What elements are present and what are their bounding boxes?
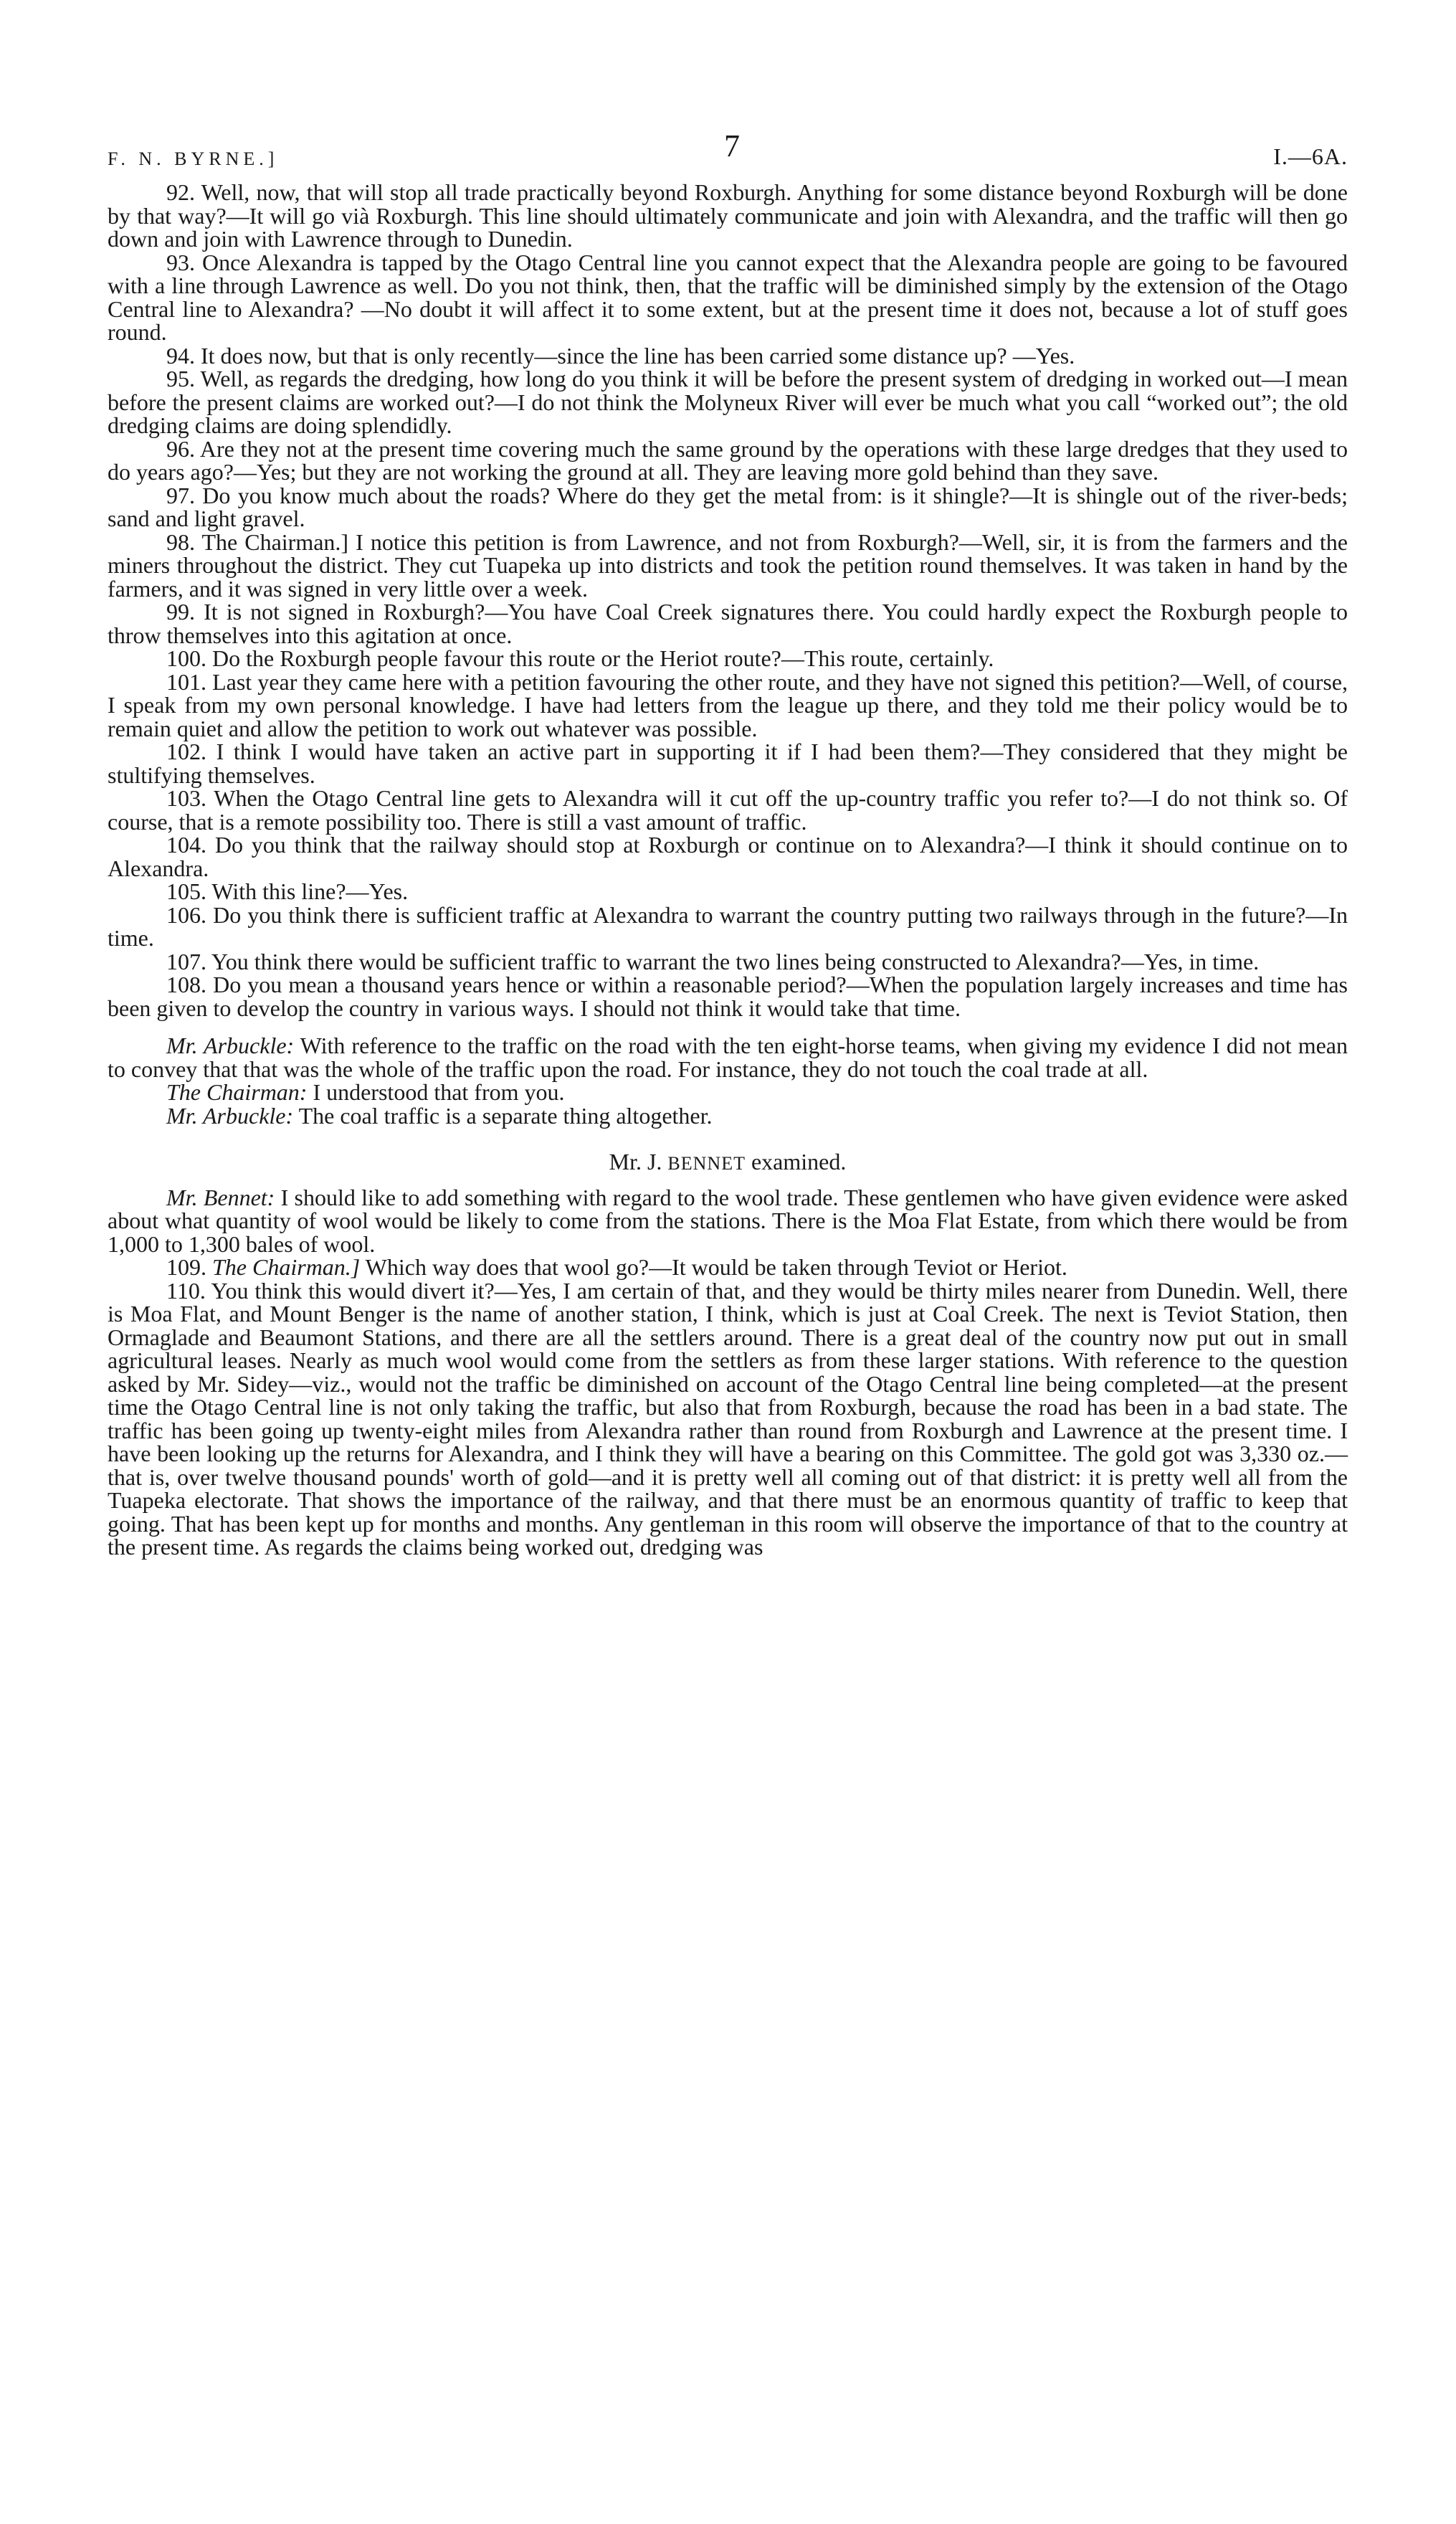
speaker-label: The Chairman.] (212, 1254, 361, 1280)
speaker-label: Mr. Arbuckle: (166, 1102, 294, 1129)
question-107: 107. You think there would be sufficient traffic to warrant the two lines being constructed to Alexandra?—Yes, in time. (166, 948, 1260, 974)
statement-text: With reference to the traffic on the road with the ten eight-horse teams, when giving my evidence I did not mean to convey that that was the whole of the traffic upon the road. For instance, they do not touch the coal trade at all. (108, 1033, 1348, 1082)
statement-chairman (108, 1081, 1348, 1104)
statement-arbuckle-2 (108, 1104, 1348, 1128)
question-104: 104. Do you think that the railway should stop at Roxburgh or continue on to Alexandra?—I think it should continue on to Alexandra. (108, 832, 1348, 881)
question-103: 103. When the Otago Central line gets to Alexandra will it cut off the up-country traffic you refer to?—I do not think so. Of course, that is a remote possibility too. There is still a vast amount of traffic. (108, 785, 1348, 835)
question-97: 97. Do you know much about the roads? Where do they get the metal from: is it shingle?—It is shingle out of the river-beds; sand and light gravel. (108, 482, 1348, 531)
question-101: 101. Last year they came here with a petition favouring the other route, and they have not signed this petition?—Well, of course, I speak from my own personal knowledge. I have had letters from the league up there, and they told me their policy would be to remain quiet and allow the petition to work out whatever was possible. (108, 668, 1348, 741)
question-text: Which way does that wool go?—It would be taken through Teviot or Heriot. (360, 1254, 1067, 1280)
question-92: 92. Well, now, that will stop all trade practically beyond Roxburgh. Anything for some distance beyond Roxburgh will be done by that way?—It will go vià Roxburgh. This line should ultimately communicate and join with Alexandra, and the traffic will then go down and join with Lawrence through to Dunedin. (108, 179, 1348, 252)
question-number: 109. (166, 1254, 212, 1280)
question-106: 106. Do you think there is sufficient traffic at Alexandra to warrant the country putting two railways through in the future?—In time. (108, 901, 1348, 951)
speaker-label: The Chairman: (166, 1079, 308, 1105)
heading-prefix: Mr. J. (609, 1149, 668, 1175)
section-heading (108, 1150, 1348, 1176)
page-number: 7 (724, 128, 740, 163)
document-reference: I.—6A. (1273, 143, 1348, 169)
speaker-label: Mr. Arbuckle: (166, 1033, 295, 1058)
question-105: 105. With this line?—Yes. (166, 878, 409, 904)
question-102: 102. I think I would have taken an active part in supporting it if I had been them?—They considered that they might be stultifying themselves. (108, 739, 1348, 788)
heading-suffix: examined. (745, 1149, 847, 1175)
question-96: 96. Are they not at the present time covering much the same ground by the operations with these large dredges that they used to do years ago?—Yes; but they are not working the ground at all. They are leaving more gold behind than they save. (108, 435, 1348, 485)
question-100: 100. Do the Roxburgh people favour this route or the Heriot route?—This route, certainly. (166, 645, 994, 671)
question-98: 98. The Chairman.] I notice this petition is from Lawrence, and not from Roxburgh?—Well, sir, it is from the farmers and the miners throughout the district. They cut Tuapeka up into districts and took the petition round themselves. It was taken in hand by the farmers, and it was signed in very little over a week. (108, 528, 1348, 602)
question-93: 93. Once Alexandra is tapped by the Otago Central line you cannot expect that the Alexandra people are going to be favoured with a line through Lawrence as well. Do you not think, then, that the traffic will be diminished simply by the extension of the Otago Central line to Alexandra? —No doubt it will affect it to some extent, but at the present time it does not, because a lot of stuff goes round. (108, 249, 1348, 345)
question-94: 94. It does now, but that is only recently—since the line has been carried some distance up? —Yes. (166, 342, 1075, 369)
speaker-label: Mr. Bennet: (166, 1184, 275, 1210)
statement-text: I understood that from you. (307, 1079, 565, 1105)
question-95: 95. Well, as regards the dredging, how long do you think it will be before the present system of dredging in worked out—I mean before the present claims are worked out?—I do not think the Molyneux River will ever be much what you call “worked out”; the old dredging claims are doing splendidly. (108, 366, 1348, 438)
document-page (108, 128, 1348, 1560)
statement-arbuckle-1 (108, 1034, 1348, 1081)
statement-text: The coal traffic is a separate thing altogether. (293, 1102, 713, 1129)
question-110: 110. You think this would divert it?—Yes, I am certain of that, and they would be thirty miles nearer from Dunedin. Well, there is Moa Flat, and Mount Benger is the name of another station, I think, which is just at Coal Creek. The next is Teviot Station, then Ormaglade and Beaumont Stations, and there are all the settlers around. There is a great deal of the country now put out in small agricultural leases. Nearly as much wool would come from the settlers as from these larger stations. With reference to the question asked by Mr. Sidey—viz., would not the traffic be diminished on account of the Otago Central line being completed—at the present time the Otago Central line is not only taking the traffic, but also that from Roxburgh, because the road has been in a bad state. The traffic has been going up twenty-eight miles from Alexandra rather than round from Roxburgh and Lawrence at the present time. I have been looking up the returns for Alexandra, and I think they will have a bearing on this Committee. The gold got was 3,330 oz.—that is, over twelve thousand pounds' worth of gold—and it is pretty well all coming out of that district: it is pretty well all from the Tuapeka electorate. That shows the importance of the railway, and that there must be an enormous quantity of traffic to keep that going. That has been kept up for months and months. Any gentleman in this room will observe the importance of that to the country at the present time. As regards the claims being worked out, dredging was (108, 1277, 1348, 1560)
witness-name: F. N. BYRNE.] (108, 148, 279, 169)
statement-bennet (108, 1186, 1348, 1256)
question-99: 99. It is not signed in Roxburgh?—You have Coal Creek signatures there. You could hardly expect the Roxburgh people to throw themselves into this agitation at once. (108, 599, 1348, 648)
question-108: 108. Do you mean a thousand years hence or within a reasonable period?—When the population largely increases and time has been given to develop the country in various ways. I should not think it would take that time. (108, 972, 1348, 1021)
running-header (108, 128, 1348, 181)
question-109 (108, 1256, 1348, 1279)
statement-text: I should like to add something with regard to the wool trade. These gentlemen who have given evidence were asked about what quantity of wool would be likely to come from the stations. There is the Moa Flat Estate, from which there would be from 1,000 to 1,300 bales of wool. (108, 1184, 1348, 1257)
heading-name: BENNET (667, 1153, 746, 1174)
